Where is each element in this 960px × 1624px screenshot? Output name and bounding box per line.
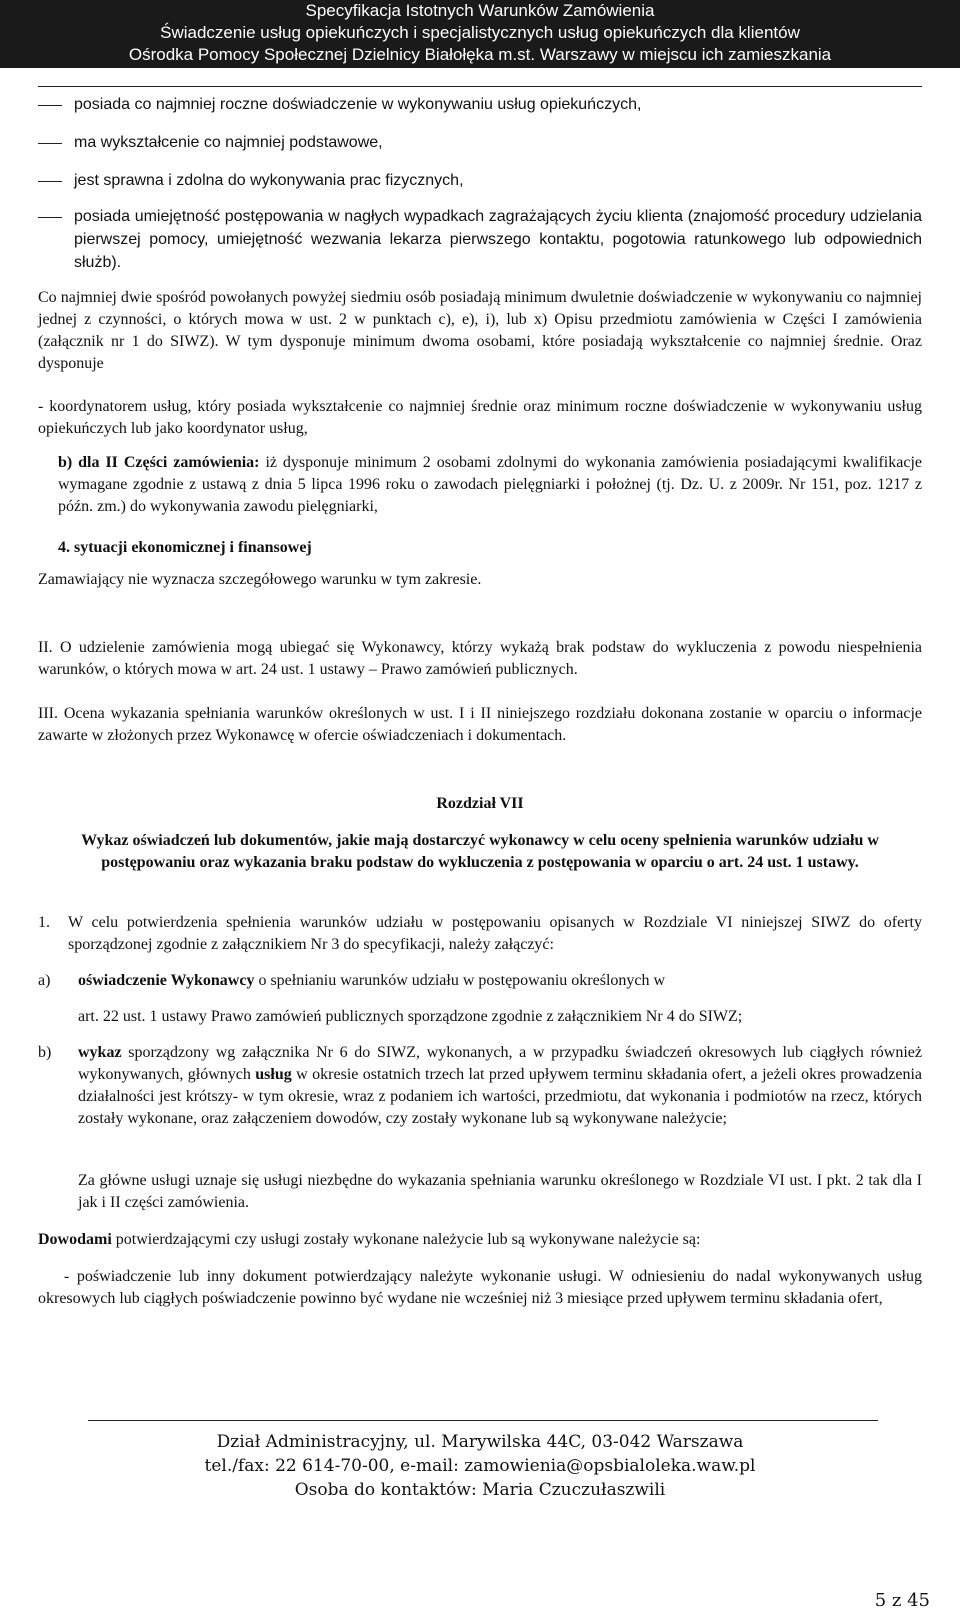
page-number: 5 z 45	[874, 1590, 930, 1611]
note-paragraph: Za główne usługi uznaje się usługi niezbędne do wykazania spełniania warunku określonego w Rozdziale VI ust. I pkt. 2 tak dla I jak i II części zamówienia.	[78, 1172, 922, 1211]
bullet-item: posiada umiejętność postępowania w nagłych wypadkach zagrażających życiu klienta (znajomość procedury udzielania pierwszej pomocy, umiejętność wezwania lekarza pierwszego kontaktu, pogotowia ratunkowego lub odpowiednich służb).	[38, 205, 922, 274]
dash-icon	[38, 217, 62, 218]
bullet-item: jest sprawna i zdolna do wykonywania prac fizycznych,	[38, 169, 922, 192]
numbered-item: W celu potwierdzenia spełnienia warunków udziału w postępowaniu opisanych w Rozdziale VI niniejszej SIWZ do oferty sporządzonej zgodnie z załącznikiem Nr 3 do specyfikacji, należy załączyć:	[68, 914, 922, 953]
header-subtitle: Świadczenie usług opiekuńczych i specjalistycznych usług opiekuńczych dla klientów	[160, 23, 800, 42]
document-header	[0, 0, 960, 68]
footer-person: Osoba do kontaktów: Maria Czuczułaszwili	[294, 1480, 666, 1500]
header-subtitle-2: Ośrodka Pomocy Społecznej Dzielnicy Białołęka m.st. Warszawy w miejscu ich zamieszkania	[128, 45, 832, 64]
paragraph: Dowodami potwierdzającymi czy usługi zostały wykonane należycie lub są wykonywane należycie są:	[38, 1231, 701, 1248]
chapter-heading: Rozdział VII	[436, 795, 524, 812]
chapter-title: Wykaz oświadczeń lub dokumentów, jakie mają dostarczyć wykonawcy w celu oceny spełnienia warunków udziału w postępowaniu oraz wykazania braku podstaw do wykluczenia z postępowania w oparciu o art. 24 ust. 1 ustawy.	[81, 832, 879, 871]
section-heading: 4. sytuacji ekonomicznej i finansowej	[58, 539, 312, 556]
bullet-item: posiada co najmniej roczne doświadczenie w wykonywaniu usług opiekuńczych,	[38, 93, 922, 116]
dash-icon	[38, 143, 62, 144]
footer-rule	[88, 1420, 878, 1421]
list-number: 1.	[38, 914, 50, 931]
list-label: a)	[38, 972, 51, 989]
paragraph: Zamawiający nie wyznacza szczegółowego warunku w tym zakresie.	[38, 571, 482, 588]
list-label: b)	[38, 1044, 52, 1061]
footer-contact: tel./fax: 22 614-70-00, e-mail: zamowienia@opsbialoleka.waw.pl	[204, 1456, 756, 1476]
header-rule	[38, 86, 922, 87]
footer-address: Dział Administracyjny, ul. Marywilska 44C, 03-042 Warszawa	[216, 1432, 744, 1452]
list-item-b2: wykaz sporządzony wg załącznika Nr 6 do SIWZ, wykonanych, a w przypadku świadczeń okresowych lub ciągłych również wykonywanych, głównych usług w okresie ostatnich trzech lat przed upływem terminu składania ofert, a jeżeli okres prowadzenia działalności jest krótszy- w tym okresie, wraz z podaniem ich wartości, przedmiotu, dat wykonania i podmiotów na rzecz, których zostały wykonane, oraz załączeniem dowodów, czy zostały wykonane lub są wykonywane należycie;	[78, 1044, 922, 1127]
paragraph: II. O udzielenie zamówienia mogą ubiegać się Wykonawcy, którzy wykażą brak podstaw do wykluczenia z powodu niespełnienia warunków, o których mowa w art. 24 ust. 1 ustawy – Prawo zamówień publicznych.	[38, 639, 922, 678]
paragraph: Co najmniej dwie spośród powołanych powyżej siedmiu osób posiadają minimum dwuletnie doświadczenie w wykonywaniu co najmniej jednej z czynności, o których mowa w ust. 2 w punktach c), e), i), lub x) Opisu przedmiotu zamówienia w Części I zamówienia (załącznik nr 1 do SIWZ). W tym dysponuje minimum dwoma osobami, które posiadają wykształcenie co najmniej średnie. Oraz dysponuje	[38, 289, 922, 372]
paragraph: III. Ocena wykazania spełniania warunków określonych w ust. I i II niniejszego rozdziału dokonana zostanie w oparciu o informacje zawarte w złożonych przez Wykonawcę w ofercie oświadczeniach i dokumentach.	[38, 705, 922, 744]
dash-icon	[38, 181, 62, 182]
bullet-item: ma wykształcenie co najmniej podstawowe,	[38, 131, 922, 154]
paragraph: - koordynatorem usług, który posiada wykształcenie co najmniej średnie oraz minimum roczne doświadczenie w wykonywaniu usług opiekuńczych lub jako koordynator usług,	[38, 398, 922, 437]
list-item-b: b) dla II Części zamówienia: iż dysponuje minimum 2 osobami zdolnymi do wykonania zamówienia posiadającymi kwalifikacje wymagane zgodnie z ustawą z dnia 5 lipca 1996 roku o zawodach pielęgniarki i położnej (tj. Dz. U. z 2009r. Nr 151, poz. 1217 z późn. zm.) do wykonywania zawodu pielęgniarki,	[58, 454, 923, 515]
list-item-a: oświadczenie Wykonawcy o spełnianiu warunków udziału w postępowaniu określonych w	[78, 972, 666, 989]
list-item-a-cont: art. 22 ust. 1 ustawy Prawo zamówień publicznych sporządzone zgodnie z załącznikiem Nr 4 do SIWZ;	[78, 1008, 743, 1025]
header-title: Specyfikacja Istotnych Warunków Zamówienia	[305, 1, 655, 20]
list-item-label: b) dla II Części zamówienia:	[58, 454, 260, 471]
dash-icon	[38, 105, 62, 106]
paragraph: - poświadczenie lub inny dokument potwierdzający należyte wykonanie usługi. W odniesieniu do nadal wykonywanych usług okresowych lub ciągłych poświadczenie powinno być wydane nie wcześniej niż 3 miesiące przed upływem terminu składania ofert,	[38, 1268, 922, 1307]
